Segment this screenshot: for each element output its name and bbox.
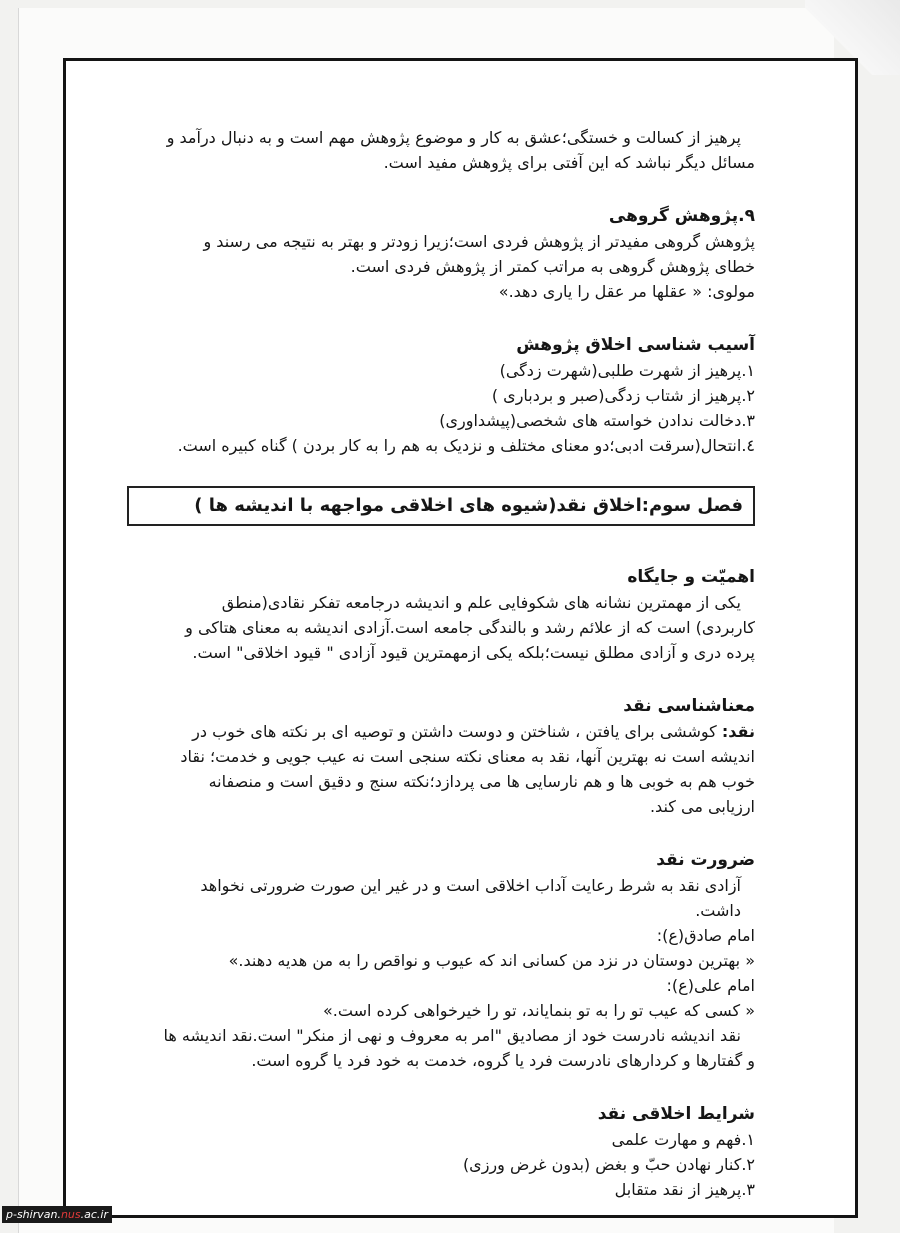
section-heading: شرایط اخلاقی نقد xyxy=(597,1104,755,1124)
list-item: ۱.پرهیز از شهرت طلبی(شهرت زدگی) xyxy=(499,361,755,380)
text-line: کاربردی) است که از علائم رشد و بالندگی جامعه است.آزادی اندیشه به معنای هتاکی و xyxy=(185,618,755,637)
section-heading: ضرورت نقد xyxy=(656,850,755,870)
text-line: ارزیابی می کند. xyxy=(649,797,755,816)
text-line: یکی از مهمترین نشانه های شکوفایی علم و اندیشه درجامعه تفکر نقادی(منطق xyxy=(221,593,741,612)
semantics-section xyxy=(95,693,755,819)
quote-line: مولوی: « عقلها مر عقل را یاری دهد.» xyxy=(498,282,755,301)
conditions-section xyxy=(95,1101,755,1202)
text-line: نقد اندیشه نادرست خود از مصادیق "امر به معروف و نهی از منکر" است.نقد اندیشه ها xyxy=(163,1026,741,1045)
list-item: ٤.انتحال(سرقت ادبی؛دو معنای مختلف و نزدیک به هم را به کار بردن ) گناه کبیره است. xyxy=(177,436,755,455)
section-heading: ۹.پژوهش گروهی xyxy=(608,206,755,226)
group-research-section xyxy=(95,203,755,304)
text-line: مسائل دیگر نباشد که این آفتی برای پژوهش مفید است. xyxy=(383,153,755,172)
quote-line: « بهترین دوستان در نزد من کسانی اند که عیوب و نواقص را به من هدیه دهند.» xyxy=(228,951,755,970)
intro-paragraph xyxy=(95,125,755,175)
section-heading: معناشناسی نقد xyxy=(623,696,755,716)
necessity-section xyxy=(95,847,755,1073)
text-line: خطای پژوهش گروهی به مراتب کمتر از پژوهش فردی است. xyxy=(350,257,755,276)
quote-line: « کسی که عیب تو را به تو بنمایاند، تو را خیرخواهی کرده است.» xyxy=(322,1001,755,1020)
list-item: ۳.دخالت ندادن خواسته های شخصی(پیشداوری) xyxy=(439,411,755,430)
text-line: پژوهش گروهی مفیدتر از پژوهش فردی است؛زیرا زودتر و بهتر به نتیجه می رسند و xyxy=(203,232,755,251)
watermark-suffix: .ac.ir xyxy=(80,1208,109,1221)
definition-term: نقد: xyxy=(721,722,755,741)
list-item: ۳.پرهیز از نقد متقابل xyxy=(614,1180,755,1199)
text-line: و گفتارها و کردارهای نادرست فرد یا گروه، خدمت به خود فرد یا گروه است. xyxy=(251,1051,755,1070)
text-line: اندیشه است نه بهترین آنها، نقد به معنای نکته سنجی است نه عیب جویی و خدمت؛ نقاد xyxy=(180,747,755,766)
chapter-title: فصل سوم:اخلاق نقد(شیوه های اخلاقی مواجهه با اندیشه ها ) xyxy=(194,495,743,516)
list-item: ۱.فهم و مهارت علمی xyxy=(611,1130,755,1149)
text-line: پرده دری و آزادی مطلق نیست؛بلکه یکی ازمهمترین قیود آزادی " قیود اخلاقی" است. xyxy=(192,643,755,662)
watermark-accent: nus xyxy=(60,1208,81,1221)
attribution-line: امام علی(ع): xyxy=(666,976,755,995)
importance-section xyxy=(95,564,755,665)
text-line: پرهیز از کسالت و خستگی؛عشق به کار و موضوع پژوهش مهم است و به دنبال درآمد و xyxy=(166,128,741,147)
text-line: آزادی نقد به شرط رعایت آداب اخلاقی است و در غیر این صورت ضرورتی نخواهد xyxy=(200,876,741,895)
text-line: خوب هم به خوبی ها و هم نارسایی ها می پردازد؛نکته سنج و دقیق است و منصفانه xyxy=(208,772,755,791)
pathology-section xyxy=(95,332,755,458)
document-content xyxy=(95,125,755,1230)
watermark-prefix: p-shirvan. xyxy=(6,1208,61,1221)
definition-line xyxy=(95,719,755,744)
chapter-title-box xyxy=(127,486,755,526)
text-line: کوششی برای یافتن ، شناختن و دوست داشتن و توصیه ای بر نکته های خوب در xyxy=(192,722,722,741)
attribution-line: امام صادق(ع): xyxy=(656,926,755,945)
list-item: ۲.پرهیز از شتاب زدگی(صبر و بردباری ) xyxy=(491,386,755,405)
text-line: داشت. xyxy=(695,901,741,920)
section-heading: اهمیّت و جایگاه xyxy=(627,567,755,587)
section-heading: آسیب شناسی اخلاق پژوهش xyxy=(516,335,755,355)
list-item: ۲.کنار نهادن حبّ و بغض (بدون غرض ورزی) xyxy=(462,1155,755,1174)
site-watermark xyxy=(2,1206,112,1223)
